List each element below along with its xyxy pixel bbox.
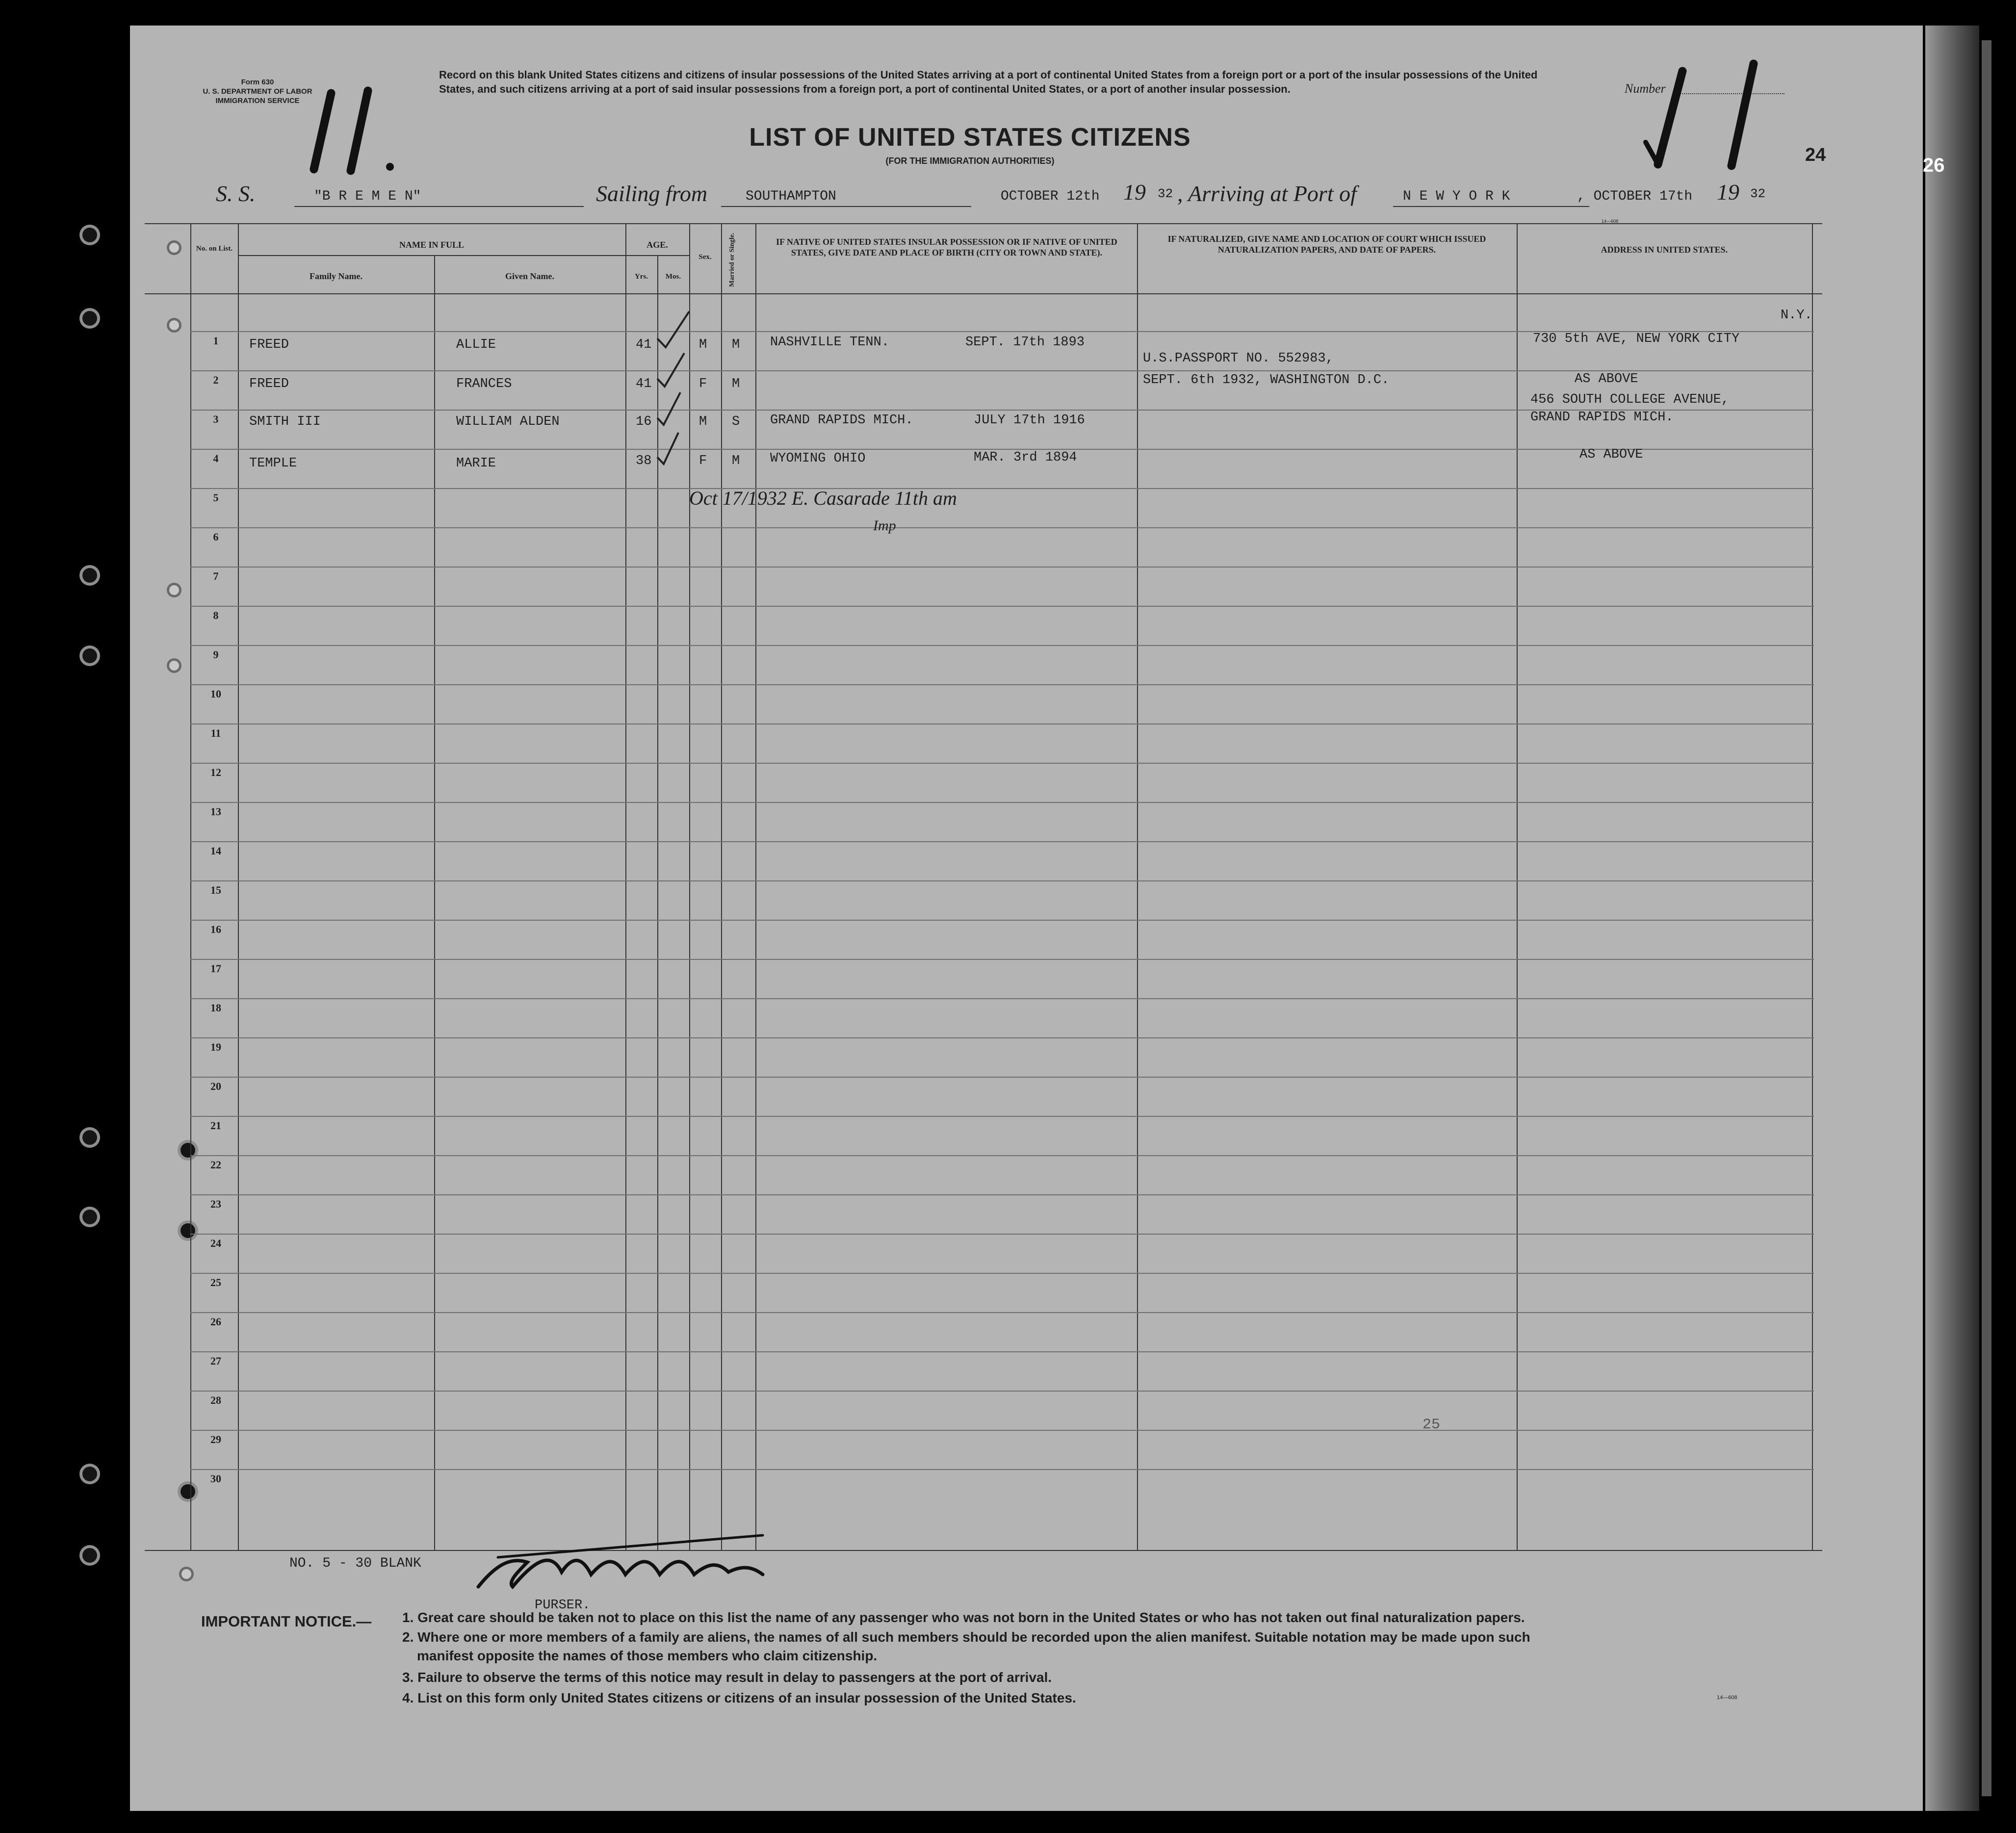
notice-2a: 2. Where one or more members of a family are aliens, the names of all such members should be recorded upon the alien manifest. Suitable notation may be made upon such bbox=[402, 1629, 1530, 1645]
family-name: SMITH III bbox=[249, 414, 321, 429]
row-number: 13 bbox=[210, 805, 221, 818]
birth-date: MAR. 3rd 1894 bbox=[974, 450, 1077, 465]
married-single: S bbox=[732, 414, 740, 429]
ss-label: S. S. bbox=[216, 181, 256, 206]
row-divider bbox=[190, 880, 1814, 881]
birth-date: SEPT. 17th 1893 bbox=[965, 335, 1085, 350]
form-code-top: 14—608 bbox=[1602, 219, 1619, 224]
header-given-name: Given Name. bbox=[505, 271, 554, 281]
punch-hole-icon bbox=[167, 658, 181, 673]
family-name: FREED bbox=[249, 337, 289, 352]
address-line-2: 730 5th AVE, NEW YORK CITY bbox=[1533, 332, 1740, 346]
arrival-date: , OCTOBER 17th bbox=[1577, 189, 1693, 204]
row-number: 6 bbox=[213, 531, 219, 543]
row-divider bbox=[190, 606, 1814, 607]
header-family-name: Family Name. bbox=[310, 271, 362, 281]
naturalization-line-1: U.S.PASSPORT NO. 552983, bbox=[1143, 351, 1334, 366]
row-divider bbox=[190, 1155, 1814, 1156]
form-code-bottom: 14—608 bbox=[1717, 1695, 1737, 1701]
row-divider bbox=[190, 763, 1814, 764]
year-2: 32 bbox=[1750, 186, 1766, 201]
sheet-edge bbox=[1925, 26, 1979, 1811]
header-no-on-list: No. on List. bbox=[196, 245, 233, 253]
punch-hole-icon bbox=[82, 568, 97, 583]
birth-date: JULY 17th 1916 bbox=[974, 413, 1085, 428]
subheader-border bbox=[238, 255, 689, 256]
row-divider bbox=[190, 802, 1814, 803]
ship-underline bbox=[294, 206, 584, 207]
notice-3: 3. Failure to observe the terms of this notice may result in delay to passengers at the port of arrival. bbox=[402, 1670, 1052, 1685]
header-married-single: Married or Single. bbox=[728, 232, 736, 287]
row-number: 3 bbox=[213, 413, 219, 425]
married-single: M bbox=[732, 454, 740, 468]
row-divider bbox=[190, 1037, 1814, 1038]
sailing-port: SOUTHAMPTON bbox=[746, 189, 836, 204]
birth-place: NASHVILLE TENN. bbox=[770, 335, 890, 350]
row-number: 28 bbox=[210, 1394, 221, 1406]
row-number: 5 bbox=[213, 491, 219, 504]
purser-signature bbox=[468, 1528, 773, 1601]
address-line-1: AS ABOVE bbox=[1579, 447, 1643, 462]
row-number: 8 bbox=[213, 609, 219, 621]
punch-hole-icon bbox=[82, 1130, 97, 1145]
row-divider bbox=[190, 488, 1814, 489]
year-prefix-1: 19 bbox=[1123, 180, 1146, 205]
notice-heading: IMPORTANT NOTICE.— bbox=[201, 1613, 372, 1630]
service: IMMIGRATION SERVICE bbox=[215, 97, 300, 105]
handwritten-mark-right bbox=[1636, 54, 1793, 172]
row-divider bbox=[190, 920, 1814, 921]
row-number: 7 bbox=[213, 570, 219, 582]
naturalization-line-2: SEPT. 6th 1932, WASHINGTON D.C. bbox=[1143, 373, 1390, 387]
row-divider bbox=[190, 567, 1814, 568]
sailing-label: Sailing from bbox=[596, 181, 708, 206]
row-divider bbox=[190, 959, 1814, 960]
row-divider bbox=[190, 1077, 1814, 1078]
punch-hole-icon bbox=[82, 1467, 97, 1481]
given-name: ALLIE bbox=[456, 337, 496, 352]
sheet-edge-shadow bbox=[1982, 40, 1991, 1796]
header-name-in-full: NAME IN FULL bbox=[399, 240, 464, 250]
arrival-port: N E W Y O R K bbox=[1403, 189, 1510, 204]
punch-hole-icon bbox=[167, 318, 181, 333]
row-divider bbox=[190, 1430, 1814, 1431]
check-marks bbox=[655, 304, 704, 471]
handwritten-inspector-note-2: Imp bbox=[873, 517, 896, 534]
sex: F bbox=[699, 377, 707, 391]
record-instructions: Record on this blank United States citizens and citizens of insular possessions of the United States arriving at a port of continental United States from a foreign port or a port of the insular possessions of the United States, and such citizens arriving at a port of said insular possessions from a foreign port, a port of continental United States, or a port of another insular possession. bbox=[439, 69, 1538, 95]
row-number: 23 bbox=[210, 1198, 221, 1210]
row-number: 22 bbox=[210, 1159, 221, 1171]
notice-1: 1. Great care should be taken not to place on this list the name of any passenger who was not born in the United States or who has not taken out final naturalization papers. bbox=[402, 1610, 1525, 1625]
punch-hole-icon bbox=[181, 1484, 195, 1499]
age-years: 38 bbox=[636, 454, 652, 468]
sailing-date: OCTOBER 12th bbox=[1001, 189, 1100, 204]
row-number: 14 bbox=[210, 845, 221, 857]
arriving-label: , Arriving at Port of bbox=[1177, 181, 1357, 206]
row-divider bbox=[190, 1351, 1814, 1352]
page-number-b: 26 bbox=[1923, 155, 1945, 176]
row-number: 29 bbox=[210, 1433, 221, 1446]
row-number: 16 bbox=[210, 923, 221, 935]
punch-hole-icon bbox=[181, 1223, 195, 1238]
row-divider bbox=[190, 527, 1814, 528]
punch-hole-icon bbox=[167, 240, 181, 255]
punch-hole-icon bbox=[167, 583, 181, 597]
table-top-border bbox=[145, 223, 1822, 224]
page-subtitle: (FOR THE IMMIGRATION AUTHORITIES) bbox=[885, 156, 1055, 166]
row-divider bbox=[190, 645, 1814, 646]
age-years: 41 bbox=[636, 337, 652, 352]
row-number: 21 bbox=[210, 1119, 221, 1132]
header-yrs: Yrs. bbox=[634, 273, 648, 281]
row-number: 24 bbox=[210, 1237, 221, 1249]
punch-hole-icon bbox=[82, 228, 97, 242]
row-divider bbox=[190, 1312, 1814, 1313]
age-years: 16 bbox=[636, 414, 652, 429]
row-number: 10 bbox=[210, 688, 221, 700]
department: U. S. DEPARTMENT OF LABOR bbox=[203, 87, 312, 96]
row-number: 17 bbox=[210, 962, 221, 975]
address-line-1: 456 SOUTH COLLEGE AVENUE, bbox=[1530, 392, 1730, 407]
family-name: FREED bbox=[249, 377, 289, 391]
row-number: 27 bbox=[210, 1355, 221, 1367]
row-number: 2 bbox=[213, 374, 219, 386]
form-number: Form 630 bbox=[241, 78, 274, 86]
purser-label: PURSER. bbox=[535, 1598, 591, 1613]
address-line-1: N.Y. bbox=[1781, 308, 1812, 323]
punch-hole-icon bbox=[179, 1567, 194, 1581]
row-divider bbox=[190, 841, 1814, 842]
sex: M bbox=[699, 337, 707, 352]
sex: F bbox=[699, 454, 707, 468]
stamp-number: 25 bbox=[1422, 1417, 1441, 1433]
header-naturalized: IF NATURALIZED, GIVE NAME AND LOCATION OF COURT WHICH ISSUED NATURALIZATION PAPERS, AND DATE OF PAPERS. bbox=[1167, 234, 1486, 255]
given-name: WILLIAM ALDEN bbox=[456, 414, 560, 429]
row-number: 9 bbox=[213, 648, 219, 661]
year-1: 32 bbox=[1158, 186, 1173, 201]
row-divider bbox=[190, 1391, 1814, 1392]
married-single: M bbox=[732, 377, 740, 391]
arrival-underline bbox=[1393, 206, 1589, 207]
row-divider bbox=[190, 1234, 1814, 1235]
given-name: MARIE bbox=[456, 456, 496, 471]
married-single: M bbox=[732, 337, 740, 352]
ship-name: "B R E M E N" bbox=[314, 189, 421, 204]
row-divider bbox=[190, 449, 1814, 450]
header-sex: Sex. bbox=[698, 253, 712, 261]
row-divider bbox=[190, 1194, 1814, 1195]
punch-hole-icon bbox=[82, 648, 97, 663]
sailing-underline bbox=[721, 206, 971, 207]
punch-hole-icon bbox=[82, 1210, 97, 1224]
row-number: 12 bbox=[210, 766, 221, 778]
row-number: 20 bbox=[210, 1080, 221, 1092]
row-number: 25 bbox=[210, 1276, 221, 1289]
table-header-bottom bbox=[145, 293, 1822, 294]
notice-4: 4. List on this form only United States citizens or citizens of an insular possession of the United States. bbox=[402, 1690, 1076, 1705]
row-divider bbox=[190, 1116, 1814, 1117]
family-name: TEMPLE bbox=[249, 456, 297, 471]
row-number: 4 bbox=[213, 452, 219, 465]
row-divider bbox=[190, 370, 1814, 371]
row-divider bbox=[190, 723, 1814, 724]
birth-place: WYOMING OHIO bbox=[770, 451, 866, 466]
page-title: LIST OF UNITED STATES CITIZENS bbox=[749, 123, 1191, 152]
sex: M bbox=[699, 414, 707, 429]
row-divider bbox=[190, 684, 1814, 685]
number-label: Number bbox=[1625, 81, 1666, 96]
given-name: FRANCES bbox=[456, 377, 512, 391]
birth-place: GRAND RAPIDS MICH. bbox=[770, 413, 913, 428]
row-number: 26 bbox=[210, 1316, 221, 1328]
header-address: ADDRESS IN UNITED STATES. bbox=[1601, 245, 1728, 255]
notice-2b: manifest opposite the names of those members who claim citizenship. bbox=[417, 1648, 878, 1663]
row-divider bbox=[190, 1273, 1814, 1274]
row-number: 11 bbox=[210, 727, 221, 739]
age-years: 41 bbox=[636, 377, 652, 391]
row-divider bbox=[190, 1469, 1814, 1470]
handwritten-mark-left bbox=[294, 83, 412, 181]
page-number-a: 24 bbox=[1805, 145, 1826, 165]
table-bottom-border bbox=[145, 1550, 1822, 1551]
blank-note: NO. 5 - 30 BLANK bbox=[289, 1556, 421, 1571]
address-line-2: GRAND RAPIDS MICH. bbox=[1530, 410, 1674, 425]
row-number: 30 bbox=[210, 1472, 221, 1485]
header-mos: Mos. bbox=[665, 273, 681, 281]
row-number: 15 bbox=[210, 884, 221, 896]
handwritten-inspector-note: Oct 17/1932 E. Casarade 11th am bbox=[689, 487, 957, 509]
row-number: 19 bbox=[210, 1041, 221, 1053]
row-number: 1 bbox=[213, 335, 219, 347]
punch-hole-icon bbox=[82, 311, 97, 326]
header-native: IF NATIVE OF UNITED STATES INSULAR POSSESSION OR IF NATIVE OF UNITED STATES, GIVE DATE AND PLACE OF BIRTH (CITY OR TOWN AND STATE). bbox=[776, 237, 1117, 258]
punch-hole-icon bbox=[82, 1548, 97, 1563]
header-age: AGE. bbox=[646, 240, 668, 250]
year-prefix-2: 19 bbox=[1717, 180, 1739, 205]
address-line-1: AS ABOVE bbox=[1575, 372, 1638, 387]
row-divider bbox=[190, 998, 1814, 999]
row-number: 18 bbox=[210, 1002, 221, 1014]
